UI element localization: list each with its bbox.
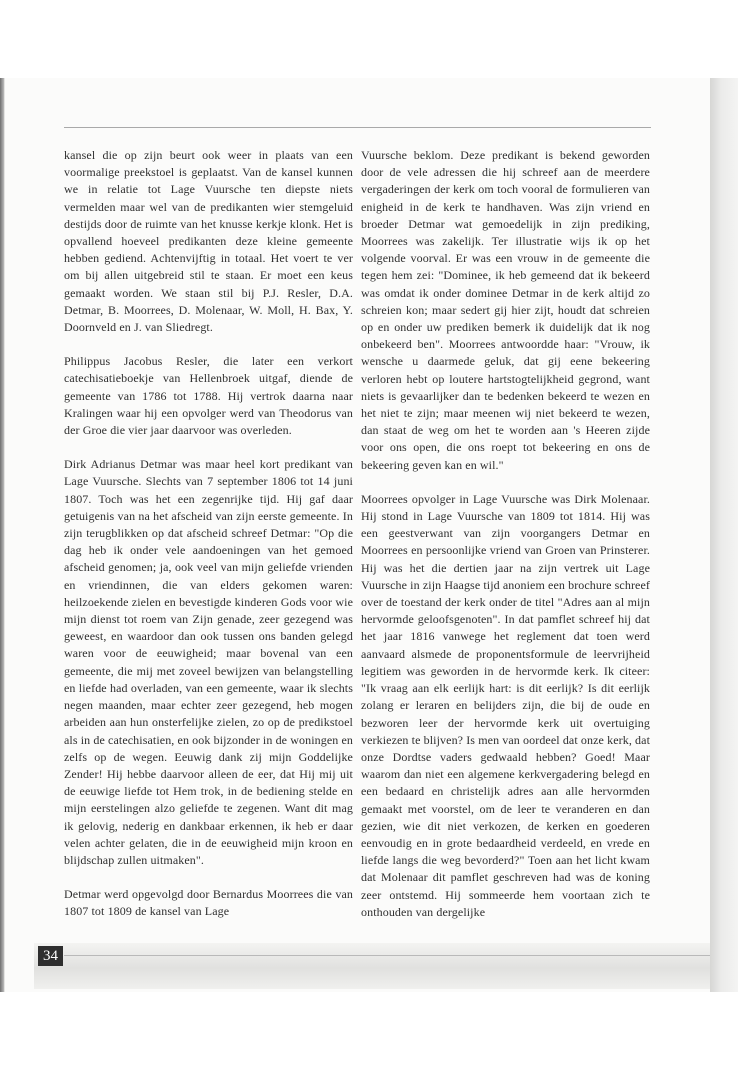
left-paragraph-4: Detmar werd opgevolgd door Bernardus Moorrees die van 1807 tot 1809 de kansel van Lage	[64, 887, 353, 919]
right-column	[361, 147, 650, 938]
right-paragraph-1: Vuursche beklom. Deze predikant is bekend geworden door de vele adressen die hij schreef aan de meerdere vergaderingen der kerk om toch vooral de formulieren van enigheid in de kerk te handhaven. Was zijn vriend en broeder Detmar wat gemoedelijk in zijn prediking, Moorrees was zakelijk. Ter illustratie wijs ik op het volgende voorval. Er was een vrouw in de gemeente die tegen hem zei: "Dominee, ik heb gemeend dat ik bekeerd was omdat ik onder dominee Detmar in de kerk altijd zo schreien kon; maar sedert gij hier zijt, houdt dat schreien op en onder uw prediken bemerk ik duidelijk dat ik nog onbekeerd ben". Moorrees antwoordde haar: "Vrouw, ik wensche u daarmede geluk, dat gij eene bekeering verloren hebt op loutere hartstogtelijkheid gegrond, want niets is gevaarlijker dan te bedenken bekeerd te wezen en het niet te zijn; maar meenen wij niet bekeerd te wezen, dan staat de weg om het te worden aan 's Heeren zijde voor ons open, die ons roept tot bekeering en ons de bekeering geven kan en wil."	[361, 148, 650, 472]
page-edge-shadow	[710, 78, 738, 992]
left-paragraph-1: kansel die op zijn beurt ook weer in plaats van een voormalige preekstoel is geplaatst. Van de kansel kunnen we in relatie tot Lage Vuursche ten diepste niets vermelden maar wel van de predikanten wier stemgeluid destijds door de ruimte van het knusse kerkje klonk. Het is opvallend hoeveel predikanten deze kleine gemeente hebben gediend. Achtenvijftig in totaal. Het voert te ver om bij allen uitgebreid stil te staan. Er moet een keus gemaakt worden. We staan stil bij P.J. Resler, D.A. Detmar, B. Moorrees, D. Molenaar, W. Moll, H. Bax, Y. Doornveld en J. van Sliedregt.	[64, 148, 353, 335]
footer-image-strip	[34, 943, 710, 989]
right-paragraph-2: Moorrees opvolger in Lage Vuursche was Dirk Molenaar. Hij stond in Lage Vuursche van 1809 tot 1814. Hij was een geestverwant van zijn voorgangers Detmar en Moorrees en persoonlijke vriend van Groen van Prinsterer. Hij was het die dertien jaar na zijn vertrek uit Lage Vuursche in zijn Haagse tijd anoniem een brochure schreef over de toestand der kerk onder de titel "Adres aan al mijn hervormde geloofsgenoten". In dat pamflet schreef hij dat het jaar 1816 vanwege het reglement dat toen werd aanvaard alsmede de proponentsformule de leervrijheid legitiem was geworden in de hervormde kerk. Ik citeer: "Ik vraag aan elk eerlijk hart: is dit eerlijk? Is dit eerlijk zolang er leraren en belijders zijn, die bij de oude en bezworen leer der hervormde kerk uit overtuiging verkiezen te blijven? Is men van oordeel dat onze kerk, dat onze Dordtse vaders gedwaald hebben? Goed! Maar waarom dan niet een algemene kerkvergadering belegd en een bedaard en christelijk adres aan alle hervormden gemaakt met voorstel, om de leer te veranderen en dan gezien, wie dit niet verkozen, de kerken en goederen eenvoudig en in grote bedaardheid verdeeld, en vrede en liefde langs die weg bevorderd?" Toen aan het licht kwam dat Molenaar dit pamflet geschreven had was de koning zeer ontstemd. Hij sommeerde hem voortaan zich te onthouden van dergelijke	[361, 491, 650, 919]
page-number: 34	[38, 946, 63, 966]
footer-rule	[64, 955, 710, 956]
left-paragraph-3: Dirk Adrianus Detmar was maar heel kort predikant van Lage Vuursche. Slechts van 7 september 1806 tot 14 juni 1807. Toch was het een zegenrijke tijd. Hij gaf daar getuigenis van na het afscheid van zijn eerste gemeente. In zijn terugblikken op dat afscheid schreef Detmar: "Op die dag heb ik onder vele aandoeningen van het gemoed afscheid genomen; ja, ook veel van mijn geliefde vrienden en vriendinnen, die van elders gekomen waren: heilzoekende zielen en bevestigde kinderen Gods voor wie mijn dienst tot roem van Zijn genade, zeer gezegend was geweest, en waardoor dan ook tussen ons banden gelegd waren voor de eeuwigheid; maar bovenal van een gemeente, die mij met zoveel bewijzen van belangstelling en liefde had overladen, van een gemeente, waar ik slechts negen maanden, maar echter zeer gezegend, heb mogen arbeiden aan hun onsterfelijke zielen, zo op de predikstoel als in de catechisatien, en ook bijzonder in de woningen en zelfs op de wegen. Eeuwig dank zij mijn Goddelijke Zender! Hij hebbe daarvoor alleen de eer, dat Hij mij uit de eeuwige liefde tot Hem trok, in de bediening stelde en mijn eerstelingen alzo geliefde te zegenen. Want dit mag ik gelovig, nederig en dankbaar erkennen, ik heb er daar velen achter gelaten, die in de eeuwigheid mijn kroon en blijdschap zullen uitmaken".	[64, 457, 353, 867]
left-column	[64, 147, 353, 938]
left-paragraph-2: Philippus Jacobus Resler, die later een verkort catechisatieboekje van Hellenbroek uitgaf, diende de gemeente van 1786 tot 1788. Hij vertrok daarna naar Kralingen waar hij een opvolger werd van Theodorus van der Groe die vier jaar daarvoor was overleden.	[64, 354, 353, 438]
header-rule	[64, 127, 651, 128]
